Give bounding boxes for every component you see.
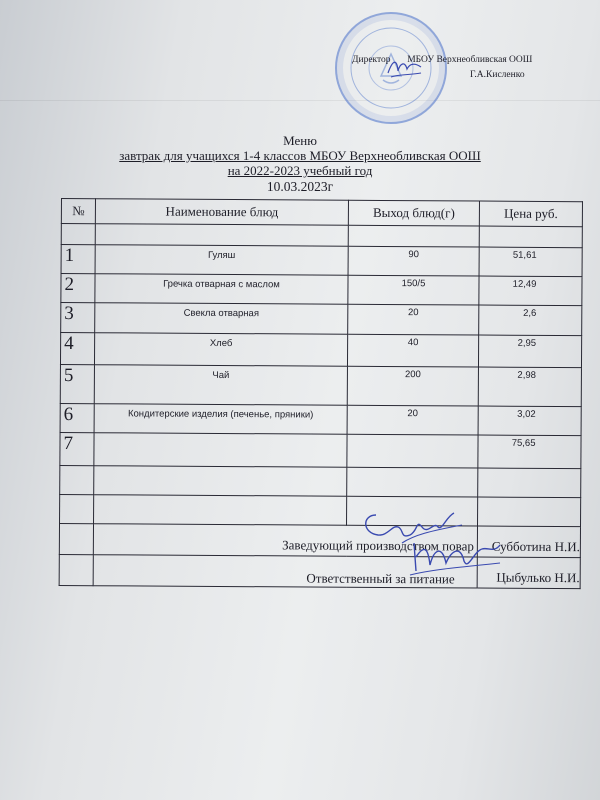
director-signature bbox=[385, 55, 425, 81]
row-number: 5 bbox=[60, 364, 94, 403]
director-name: Г.А.Кисленко bbox=[470, 70, 525, 80]
table-row bbox=[61, 274, 582, 306]
dish-output: 20 bbox=[347, 405, 478, 435]
col-header-number: № bbox=[61, 199, 95, 224]
responsible-signature bbox=[404, 535, 504, 580]
dish-name: Гречка отварная с маслом bbox=[95, 274, 348, 305]
table-row bbox=[60, 333, 581, 368]
row-number: 6 bbox=[60, 403, 94, 432]
table-row bbox=[60, 364, 581, 406]
col-header-name: Наименование блюд bbox=[95, 199, 348, 226]
row-number: 3 bbox=[61, 303, 95, 333]
dish-output: 150/5 bbox=[348, 275, 479, 305]
dish-output: 200 bbox=[347, 366, 478, 406]
col-header-output: Выход блюд(г) bbox=[348, 200, 479, 226]
table-row bbox=[61, 303, 582, 336]
director-line bbox=[352, 55, 532, 65]
menu-subtitle: завтрак для учащихся 1-4 классов МБОУ Верхнеобливская ООШ bbox=[119, 148, 481, 163]
row-number: 4 bbox=[60, 333, 94, 365]
dish-price: 2,95 bbox=[478, 335, 581, 368]
dish-name: Кондитерские изделия (печенье, пряники) bbox=[94, 404, 347, 435]
col-header-price: Цена руб. bbox=[479, 201, 582, 227]
table-row bbox=[60, 403, 581, 435]
dish-output: 90 bbox=[348, 246, 479, 276]
paper-fold bbox=[0, 100, 600, 101]
dish-price: 3,02 bbox=[478, 406, 581, 436]
chef-name: Субботина Н.И. bbox=[477, 526, 580, 558]
table-row-empty bbox=[60, 494, 581, 526]
dish-price: 2,6 bbox=[479, 305, 582, 336]
row-number: 7 bbox=[60, 432, 94, 465]
dish-price: 51,61 bbox=[479, 247, 582, 277]
dish-output: 40 bbox=[347, 334, 478, 367]
table-header-row bbox=[61, 199, 582, 227]
menu-table bbox=[59, 198, 583, 589]
dish-price: 2,98 bbox=[478, 367, 581, 407]
dish-output: 20 bbox=[348, 304, 479, 335]
dish-name: Хлеб bbox=[94, 333, 347, 367]
menu-title: Меню bbox=[283, 133, 317, 148]
school-name: МБОУ Верхнеобливская ООШ bbox=[407, 55, 533, 65]
total-price: 75,65 bbox=[478, 435, 581, 469]
dish-name: Гуляш bbox=[95, 245, 348, 276]
dish-name: Свекла отварная bbox=[95, 303, 348, 335]
director-label: Директор bbox=[352, 55, 391, 65]
row-number: 1 bbox=[61, 245, 95, 274]
dish-name: Чай bbox=[94, 365, 347, 406]
table-row-total bbox=[60, 432, 581, 468]
chef-label: Заведующий производством повар bbox=[93, 524, 477, 557]
menu-date: 10.03.2023г bbox=[266, 179, 334, 194]
dish-price: 12,49 bbox=[479, 276, 582, 306]
row-number: 2 bbox=[61, 274, 95, 303]
table-row bbox=[61, 245, 582, 277]
responsible-name: Цыбулько Н.И. bbox=[477, 557, 580, 589]
responsible-label: Ответственный за питание bbox=[93, 555, 477, 588]
dish-output bbox=[347, 434, 478, 468]
dish-name bbox=[94, 433, 347, 468]
table-row-empty bbox=[60, 465, 581, 497]
menu-year: на 2022-2023 учебный год bbox=[227, 163, 373, 178]
